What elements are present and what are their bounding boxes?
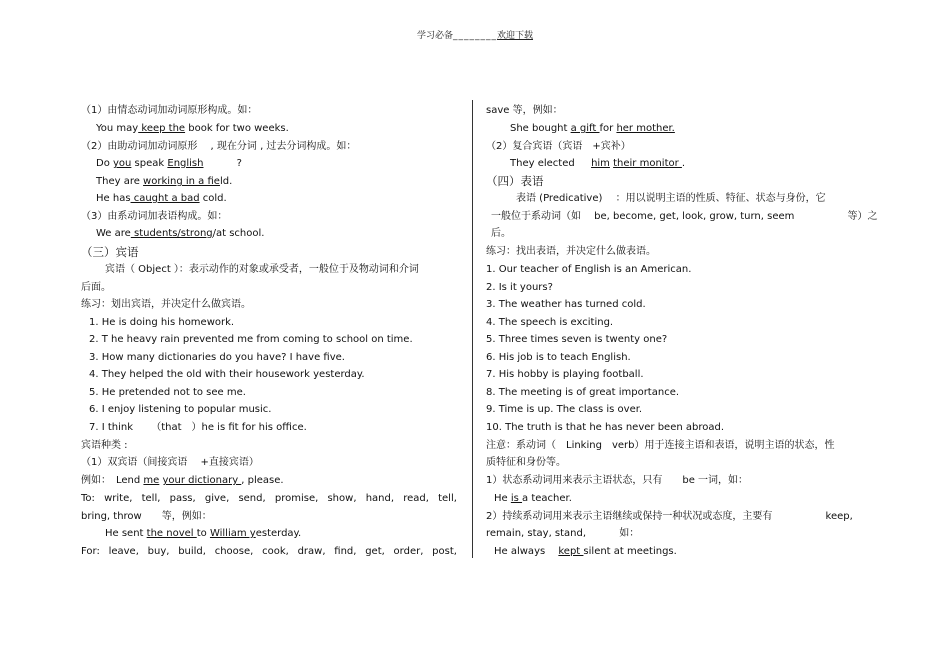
note-example-1: He is a teacher. <box>494 493 572 504</box>
section-3-title: （三）宾语 <box>81 245 139 259</box>
object-exercise-5: 5. He pretended not to see me. <box>89 387 246 398</box>
object-kinds-title: 宾语种类 : <box>81 440 128 451</box>
object-exercise-1: 1. He is doing his homework. <box>89 317 235 328</box>
complex-object-example: They elected him their monitor . <box>510 158 686 169</box>
predicative-exercise-4: 4. The speech is exciting. <box>486 317 614 328</box>
left-line-4: Do you speak English ? <box>96 158 242 169</box>
object-definition-cont: 后面。 <box>81 282 111 293</box>
note-line-3: 1）状态系动词用来表示主语状态，只有 be 一词，如： <box>486 475 749 486</box>
object-exercise-6: 6. I enjoy listening to popular music. <box>89 404 272 415</box>
note-line-2: 质特征和身份等。 <box>486 457 566 468</box>
note-line-5: remain, stay, stand, 如： <box>486 528 640 539</box>
note-line-4: 2）持续系动词用来表示主语继续或保持一种状况或态度，主要有 keep, <box>486 511 853 522</box>
predicative-definition: 表语 (Predicative) ：用以说明主语的性质、特征、状态与身份，它 <box>516 193 826 204</box>
for-verbs-line: For: leave, buy, build, choose, cook, draw, find, get, order, post, <box>81 546 457 557</box>
object-definition: 宾语（ Object ）：表示动作的对象或承受者，一般位于及物动词和介词 <box>105 264 419 275</box>
predicative-exercise-1: 1. Our teacher of English is an American. <box>486 264 692 275</box>
left-line-7: （3）由系动词加表语构成。如： <box>81 211 228 222</box>
right-column <box>486 104 878 572</box>
predicative-exercise-7: 7. His hobby is playing football. <box>486 369 644 380</box>
predicative-definition-3: 后。 <box>491 228 511 239</box>
object-exercise-4: 4. They helped the old with their housework yesterday. <box>89 369 365 380</box>
object-kind-1-example: 例如： Lend me your dictionary , please. <box>81 475 284 486</box>
note-example-2: He always kept silent at meetings. <box>494 546 677 557</box>
to-verbs-example: He sent the novel to William yesterday. <box>105 528 302 539</box>
left-line-3: （2）由助动词加动词原形 , 现在分词 , 过去分词构成。如： <box>81 141 357 152</box>
note-line-1: 注意：系动词（ Linking verb）用于连接主语和表语，说明主语的状态，性 <box>486 440 835 451</box>
object-exercise-2: 2. T he heavy rain prevented me from coming to school on time. <box>89 334 413 345</box>
predicative-exercise-9: 9. Time is up. The class is over. <box>486 404 643 415</box>
object-exercise-3: 3. How many dictionaries do you have? I have five. <box>89 352 345 363</box>
right-line-2: She bought a gift for her mother. <box>510 123 675 134</box>
predicative-exercise-3: 3. The weather has turned cold. <box>486 299 646 310</box>
predicative-exercise-title: 练习：找出表语，并决定什么做表语。 <box>486 246 656 257</box>
header-left: 学习必备 <box>416 31 453 41</box>
left-column <box>81 104 457 572</box>
left-line-2: You may keep the book for two weeks. <box>96 123 289 134</box>
left-line-6: He has caught a bad cold. <box>96 193 227 204</box>
predicative-exercise-2: 2. Is it yours? <box>486 282 553 293</box>
predicative-exercise-6: 6. His job is to teach English. <box>486 352 631 363</box>
page-header <box>0 28 950 41</box>
section-4-title: （四）表语 <box>486 174 544 188</box>
column-divider <box>472 100 473 558</box>
object-kind-1: （1）双宾语（间接宾语 +直接宾语） <box>81 457 259 468</box>
header-dashes: ________ <box>453 31 497 41</box>
predicative-exercise-10: 10. The truth is that he has never been abroad. <box>486 422 725 433</box>
object-exercise-7: 7. I think （that ）he is fit for his office. <box>89 422 307 433</box>
left-line-1: （1）由情态动词加动词原形构成。如： <box>81 105 258 116</box>
left-line-5: They are working in a field. <box>96 176 233 187</box>
to-verbs-cont: bring, throw 等，例如： <box>81 511 212 522</box>
header-right: 欢迎下载 <box>497 31 534 41</box>
predicative-exercise-8: 8. The meeting is of great importance. <box>486 387 680 398</box>
predicative-definition-2: 一般位于系动词（如 be, become, get, look, grow, turn, seem 等）之 <box>491 211 878 222</box>
complex-object-title: （2）复合宾语（宾语 +宾补） <box>486 141 631 152</box>
predicative-exercise-5: 5. Three times seven is twenty one? <box>486 334 668 345</box>
left-line-8: We are students/strong/at school. <box>96 228 265 239</box>
to-verbs-line: To: write, tell, pass, give, send, promise, show, hand, read, tell, <box>81 493 457 504</box>
right-line-1: save 等，例如： <box>486 105 563 116</box>
object-exercise-title: 练习：划出宾语，并决定什么做宾语。 <box>81 299 251 310</box>
